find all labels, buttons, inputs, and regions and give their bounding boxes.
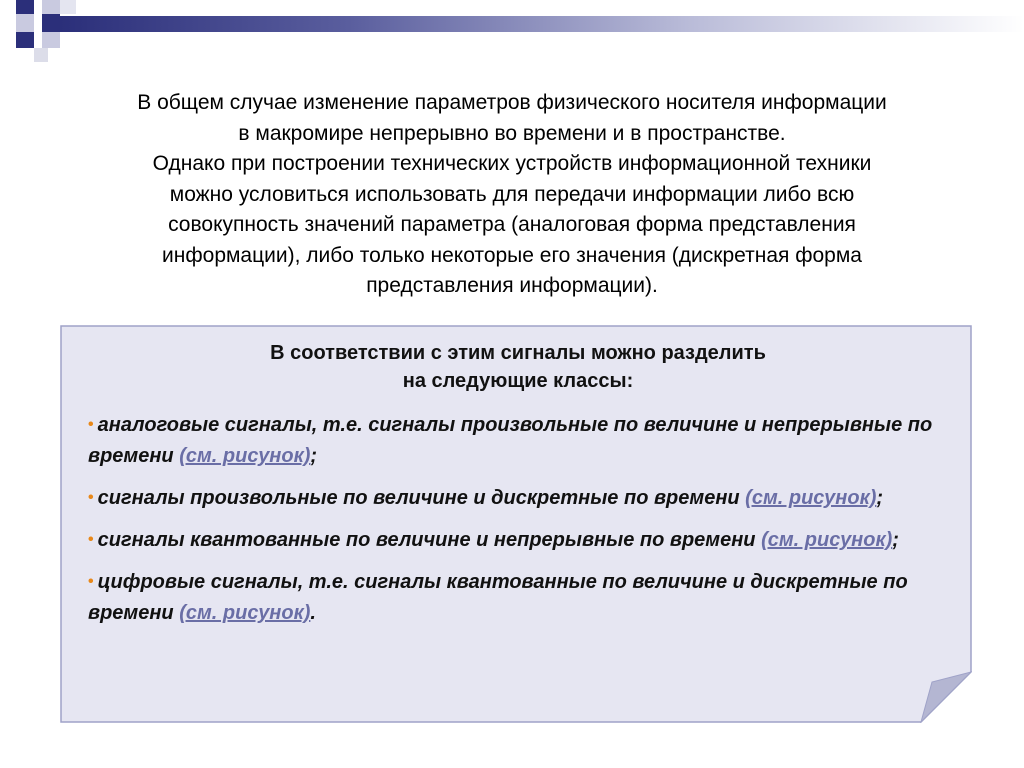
intro-line: представления информации). (366, 274, 658, 297)
intro-line: в макромире непрерывно во времени и в пространстве. (238, 121, 786, 145)
intro-line: можно условиться использовать для передачи информации либо всю (169, 182, 855, 206)
bullet-icon: • (88, 489, 94, 506)
intro-line: совокупность значений параметра (аналоговая форма представления (168, 213, 856, 236)
item-text: цифровые сигналы, т.е. сигналы квантованные по величине и дискретные по времени (88, 571, 908, 624)
header-decoration (0, 0, 1024, 70)
deco-square (42, 14, 60, 32)
signal-class-item (88, 409, 948, 472)
panel-heading-line: В соответствии с этим сигналы можно разделить (270, 342, 766, 364)
bullet-icon: • (88, 573, 94, 590)
deco-square (16, 14, 34, 32)
deco-square (42, 0, 60, 14)
item-text: аналоговые сигналы, т.е. сигналы произвольные по величине и непрерывные по времени (88, 414, 933, 467)
signal-classes-panel (60, 325, 972, 723)
item-text: сигналы квантованные по величине и непрерывные по времени (97, 529, 762, 551)
deco-square (0, 14, 16, 32)
signal-class-item (88, 566, 948, 629)
see-figure-link[interactable]: (см. рисунок) (179, 602, 311, 624)
item-end: ; (310, 445, 318, 467)
intro-line: информации), либо только некоторые его значения (дискретная форма (162, 243, 862, 267)
signal-class-item (88, 524, 948, 556)
deco-square (16, 32, 34, 48)
bullet-icon: • (88, 531, 94, 548)
see-figure-link[interactable]: (см. рисунок) (761, 529, 893, 551)
deco-square (60, 0, 76, 14)
item-end: ; (892, 529, 899, 551)
header-gradient-bar (60, 16, 1024, 32)
panel-heading-line: на следующие классы: (402, 370, 634, 392)
panel-content (88, 339, 948, 639)
deco-square (34, 48, 48, 62)
intro-line: В общем случае изменение параметров физического носителя информации (137, 91, 887, 114)
panel-heading (88, 339, 948, 395)
item-end: ; (876, 487, 884, 509)
item-end: . (310, 602, 316, 624)
deco-square (42, 32, 60, 48)
intro-line: Однако при построении технических устройств информационной техники (152, 152, 872, 175)
item-text: сигналы произвольные по величине и дискретные по времени (97, 487, 746, 509)
intro-paragraph (40, 88, 984, 302)
bullet-icon: • (88, 416, 94, 433)
see-figure-link[interactable]: (см. рисунок) (179, 445, 311, 467)
deco-square (16, 0, 34, 14)
signal-class-item (88, 482, 948, 514)
see-figure-link[interactable]: (см. рисунок) (745, 487, 877, 509)
